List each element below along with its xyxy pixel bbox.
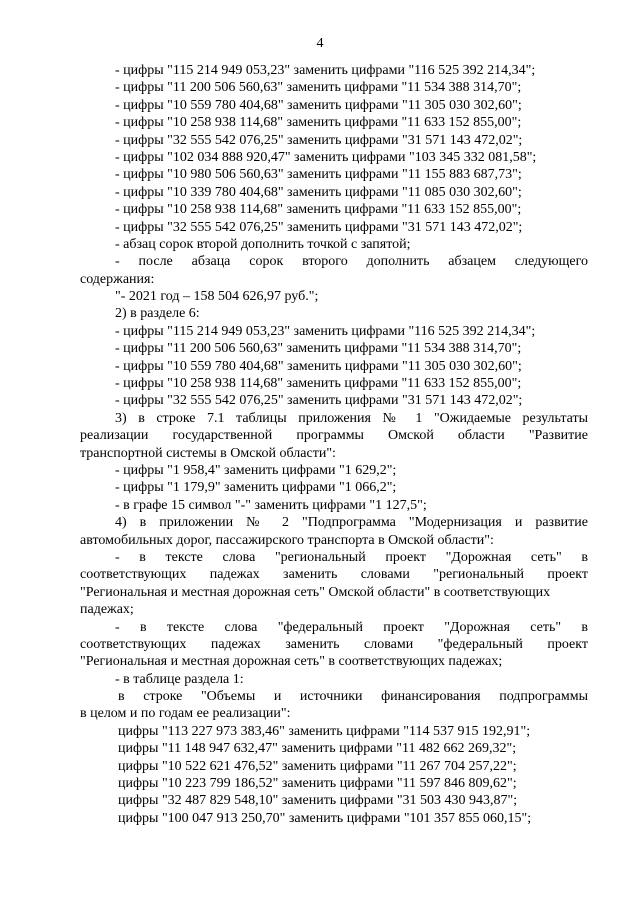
text-line: реализации государственной программы Омской области "Развитие — [80, 428, 588, 444]
text-line: - после абзаца сорок второго дополнить абзацем следующего — [115, 254, 588, 270]
text-line: цифры "10 522 621 476,52" заменить цифрами "11 267 704 257,22"; — [118, 758, 517, 774]
text-line: соответствующих падежах заменить словами "федеральный проект — [80, 636, 588, 652]
text-line: - цифры "10 258 938 114,68" заменить цифрами "11 633 152 855,00"; — [115, 376, 522, 392]
text-line: - цифры "10 559 780 404,68" заменить цифрами "11 305 030 302,60"; — [115, 358, 522, 374]
text-line: падежах; — [80, 602, 134, 618]
text-line: - цифры "102 034 888 920,47" заменить цифрами "103 345 332 081,58"; — [115, 149, 537, 165]
text-line: транспортной системы в Омской области": — [80, 445, 336, 461]
text-line: "- 2021 год – 158 504 626,97 руб."; — [115, 289, 319, 305]
text-line: 4) в приложении № 2 "Подпрограмма "Модернизация и развитие — [115, 515, 588, 531]
text-line: - абзац сорок второй дополнить точкой с запятой; — [115, 236, 411, 252]
text-line: соответствующих падежах заменить словами "региональный проект — [80, 567, 588, 583]
text-line: цифры "100 047 913 250,70" заменить цифрами "101 357 855 060,15"; — [118, 810, 532, 826]
text-line: в целом и по годам ее реализации": — [80, 706, 291, 722]
text-line: в строке "Объемы и источники финансирования подпрограммы — [118, 689, 588, 705]
text-line: 3) в строке 7.1 таблицы приложения № 1 "Ожидаемые результаты — [115, 410, 588, 426]
text-line: - в таблице раздела 1: — [115, 671, 244, 687]
text-line: цифры "32 487 829 548,10" заменить цифрами "31 503 430 943,87"; — [118, 793, 518, 809]
text-line: - цифры "32 555 542 076,25" заменить цифрами "31 571 143 472,02"; — [115, 132, 523, 148]
text-line: - цифры "10 980 506 560,63" заменить цифрами "11 155 883 687,73"; — [115, 167, 522, 183]
text-line: автомобильных дорог, пассажирского транспорта в Омской области": — [80, 532, 494, 548]
text-line: содержания: — [80, 271, 155, 287]
text-line: - цифры "32 555 542 076,25" заменить цифрами "31 571 143 472,02"; — [115, 219, 523, 235]
text-line: - цифры "1 958,4" заменить цифрами "1 629,2"; — [115, 462, 397, 478]
text-line: - цифры "32 555 542 076,25" заменить цифрами "31 571 143 472,02"; — [115, 393, 523, 409]
text-line: - цифры "11 200 506 560,63" заменить цифрами "11 534 388 314,70"; — [115, 341, 522, 357]
text-line: - цифры "1 179,9" заменить цифрами "1 066,2"; — [115, 480, 397, 496]
text-line: цифры "10 223 799 186,52" заменить цифрами "11 597 846 809,62"; — [118, 776, 517, 792]
text-line: - цифры "10 559 780 404,68" заменить цифрами "11 305 030 302,60"; — [115, 97, 522, 113]
text-line: - цифры "115 214 949 053,23" заменить цифрами "116 525 392 214,34"; — [115, 323, 536, 339]
document-body — [80, 62, 588, 827]
text-line: - в тексте слова "федеральный проект "Дорожная сеть" в — [115, 619, 588, 635]
text-line: - цифры "10 258 938 114,68" заменить цифрами "11 633 152 855,00"; — [115, 115, 522, 131]
text-line: цифры "11 148 947 632,47" заменить цифрами "11 482 662 269,32"; — [118, 741, 517, 757]
text-line: - цифры "10 258 938 114,68" заменить цифрами "11 633 152 855,00"; — [115, 202, 522, 218]
text-line: - в тексте слова "региональный проект "Дорожная сеть" в — [115, 549, 588, 565]
text-line: - цифры "11 200 506 560,63" заменить цифрами "11 534 388 314,70"; — [115, 80, 522, 96]
text-line: - в графе 15 символ "-" заменить цифрами "1 127,5"; — [115, 497, 427, 513]
text-line: цифры "113 227 973 383,46" заменить цифрами "114 537 915 192,91"; — [118, 723, 531, 739]
text-line: "Региональная и местная дорожная сеть" в соответствующих падежах; — [80, 654, 503, 670]
text-line: - цифры "10 339 780 404,68" заменить цифрами "11 085 030 302,60"; — [115, 184, 522, 200]
page-number: 4 — [316, 36, 324, 51]
text-line: "Региональная и местная дорожная сеть" Омской области" в соответствующих — [80, 584, 551, 600]
text-line: 2) в разделе 6: — [115, 306, 200, 322]
text-line: - цифры "115 214 949 053,23" заменить цифрами "116 525 392 214,34"; — [115, 63, 536, 78]
